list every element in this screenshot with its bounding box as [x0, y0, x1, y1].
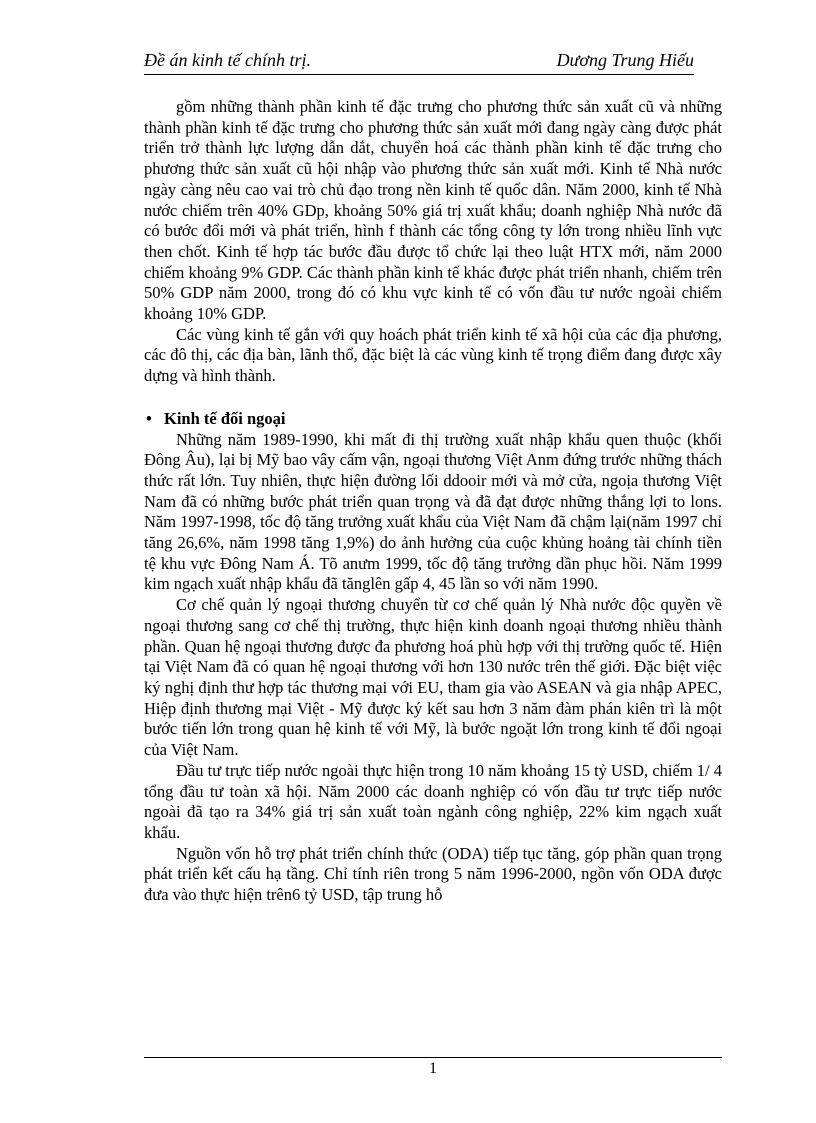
page-body [144, 97, 722, 906]
header-document-title: Đề án kinh tế chính trị. [144, 50, 311, 70]
paragraph-economic-regions: Các vùng kinh tế gắn với quy hoách phát triển kinh tế xã hội của các địa phương, các đô thị, các địa bàn, lãnh thổ, đặc biệt là các vùng kinh tế trọng điểm đang được xây dựng và hình thành. [144, 324, 722, 386]
page-header [144, 50, 694, 74]
paragraph-economic-sectors: gồm những thành phần kinh tế đặc trưng cho phương thức sản xuất cũ và những thành phần kinh tế đặc trưng cho phương thức sản xuất mới đang ngày càng được phát triển trở thành lực lượng dẫn dắt, chuyển hoá các thành phần kinh tế đặc trưng cho phương thức sản xuất cũ hội nhập vào phương thức sản xuất mới. Kinh tế Nhà nước ngày càng nêu cao vai trò chủ đạo trong nền kinh tế quốc dân. Năm 2000, kinh tế Nhà nước chiếm trên 40% GDp, khoảng 50% giá trị xuất khẩu; doanh nghiệp Nhà nước đã có bước đổi mới và phát triển, hình f thành các tổng công ty lớn trong nhiều lĩnh vực then chốt. Kinh tế hợp tác bước đầu được tổ chức lại theo luật HTX mới, năm 2000 chiếm khoảng 9% GDP. Các thành phần kinh tế khác được phát triển nhanh, chiếm trên 50% GDP năm 2000, trong đó có khu vực kinh tế có vốn đầu tư nước ngoài chiếm khoảng 10% GDP. [144, 97, 722, 324]
bullet-icon: • [146, 408, 152, 428]
paragraph-foreign-trade-history: Những năm 1989-1990, khi mất đi thị trường xuất nhập khẩu quen thuộc (khối Đông Âu), lại bị Mỹ bao vây cấm vận, ngoại thương Việt Anm đứng trước những thách thức rất lớn. Tuy nhiên, thực hiện đường lối ddooir mới và mở cửa, ngoịa thương Việt Nam đã có những bước phát triển quan trọng và đã đạt được những thắng lợi to lons. Năm 1997-1998, tốc độ tăng trưởng xuất khẩu của Việt Nam đã chậm lại(năm 1997 chỉ tăng 26,6%, năm 1998 tăng 1,9%) do ảnh hưởng của cuộc khủng hoảng tài chính tiền tệ khu vực Đông Nam Á. Tõ anưm 1999, tốc độ tăng trưởng dần phục hồi. Năm 1999 kim ngạch xuất nhập khẩu đã tănglên gấp 4, 45 lần so với năm 1990. [144, 429, 722, 594]
footer-divider [144, 1057, 722, 1058]
paragraph-fdi: Đầu tư trực tiếp nước ngoài thực hiện trong 10 năm khoảng 15 tỷ USD, chiếm 1/ 4 tổng đầu tư toàn xã hội. Năm 2000 các doanh nghiệp có vốn đầu tư trực tiếp nước ngoài đã tạo ra 34% giá trị sản xuất toàn ngành công nghiệp, 22% kim ngạch xuất khẩu. [144, 760, 722, 842]
page-number: 1 [429, 1060, 437, 1077]
header-author: Dương Trung Hiếu [556, 50, 694, 70]
paragraph-oda: Nguồn vốn hỗ trợ phát triển chính thức (ODA) tiếp tục tăng, góp phần quan trọng phát triển kết cấu hạ tầng. Chỉ tính riên trong 5 năm 1996-2000, ngồn vốn ODA được đưa vào thực hiện trên6 tỷ USD, tập trung hỗ [144, 843, 722, 905]
section-heading [144, 409, 722, 430]
header-divider [144, 74, 694, 75]
section-spacer [144, 387, 722, 409]
section-heading-text: Kinh tế đối ngoại [164, 408, 286, 428]
paragraph-trade-mechanism: Cơ chế quản lý ngoại thương chuyển từ cơ chế quản lý Nhà nước độc quyền về ngoại thương sang cơ chế thị trường, thực hiện kinh doanh ngoại thương nhiều thành phần. Quan hệ ngoại thương được đa phương hoá phù hợp với thị trường quốc tế. Hiện tại Việt Nam đã có quan hệ ngoại thương với hơn 130 nước trên thế giới. Đặc biệt việc ký nghị định thư hợp tác thương mại với EU, tham gia vào ASEAN và gia nhập APEC, Hiệp định thương mại Việt - Mỹ được ký kết sau hơn 3 năm đàm phán kiên trì là một bước tiến lớn trong quan hệ kinh tế với Mỹ, là bước ngoặt lớn trong kinh tế đối ngoại của Việt Nam. [144, 595, 722, 760]
